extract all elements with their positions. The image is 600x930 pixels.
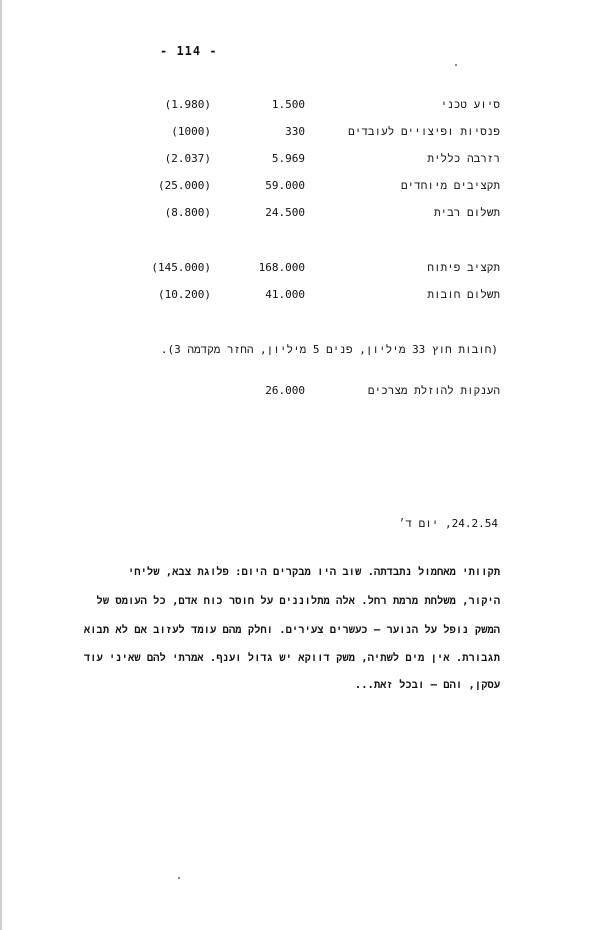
budget-row (0, 206, 600, 222)
budget-label: תקציבים מיוחדים (400, 179, 500, 192)
amount: 168.000 (258, 261, 305, 274)
amount: 330 (285, 125, 305, 138)
budget-row (0, 288, 600, 304)
amount: 24.500 (265, 206, 305, 219)
consumption-row (0, 384, 600, 400)
budget-label: רזרבה כללית (427, 152, 500, 165)
budget-label: תשלום חובות (427, 288, 500, 301)
previous-amount: (8.800) (164, 206, 211, 219)
amount: 5.969 (271, 152, 305, 165)
budget-row (0, 125, 600, 141)
amount: 26.000 (265, 384, 305, 397)
budget-label: תשלום רבית (433, 206, 500, 219)
diary-date: 24.2.54, יום ד׳ (398, 517, 498, 530)
paragraph-line: תגבורת. אין מים לשתיה, משק דווקא יש גדול וענף. אמרתי להם שאיני עוד (83, 652, 500, 664)
budget-label: פנסיות ופיצויים לעובדים (348, 125, 500, 138)
paragraph-line: היקור, משלחת מרמת רחל. אלה מתלוננים על חוסר כוח אדם, כל העומס של (96, 595, 500, 607)
budget-row (0, 261, 600, 277)
page-number: - 114 - (160, 44, 218, 58)
scan-speck (455, 64, 457, 66)
budget-row (0, 152, 600, 168)
amount: 59.000 (265, 179, 305, 192)
previous-amount: (25.000) (158, 179, 211, 192)
budget-row (0, 179, 600, 195)
amount: 41.000 (265, 288, 305, 301)
previous-amount: (2.037) (164, 152, 211, 165)
previous-amount: (10.200) (158, 288, 211, 301)
amount: 1.500 (271, 98, 305, 111)
debt-note: (חובות חוץ 33 מיליון, פנים 5 מיליון, החזר מקדמה 3). (160, 343, 498, 356)
budget-label: סיוע טכני (440, 98, 500, 111)
previous-amount: (1.980) (164, 98, 211, 111)
paragraph-line: עסקן, והם – ובכל זאת... (354, 679, 500, 691)
budget-row (0, 98, 600, 114)
consumption-label: הענקות להוזלת מצרכים (367, 384, 500, 397)
budget-label: תקציב פיתוח (427, 261, 500, 274)
scan-speck (178, 877, 180, 879)
paragraph-line: המשק נופל על הנוער – כעשרים צעירים. וחלק מהם עומד לעזוב אם לא תבוא (83, 624, 500, 636)
paragraph-line: תקוותי מאחמול נתבדתה. שוב היו מבקרים היום: פלוגת צבא, שליחי (127, 566, 500, 578)
previous-amount: (145.000) (151, 261, 211, 274)
previous-amount: (1000) (171, 125, 211, 138)
